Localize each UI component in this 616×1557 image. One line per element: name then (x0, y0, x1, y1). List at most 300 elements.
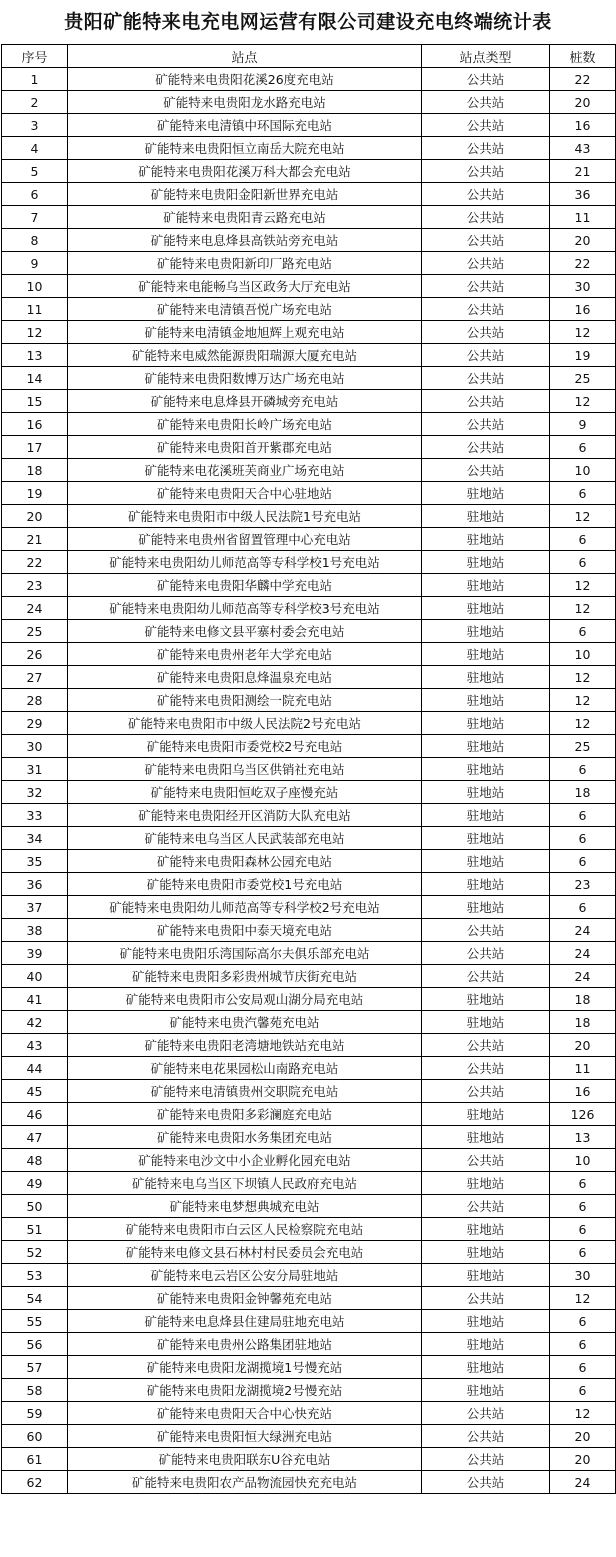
row-index: 15 (2, 390, 68, 413)
row-index: 25 (2, 620, 68, 643)
row-index: 13 (2, 344, 68, 367)
station-name: 矿能特来电贵州公路集团驻地站 (68, 1333, 422, 1356)
station-type: 公共站 (422, 1057, 550, 1080)
table-row (2, 160, 616, 183)
row-index: 32 (2, 781, 68, 804)
table-row (2, 620, 616, 643)
table-row (2, 206, 616, 229)
row-index: 6 (2, 183, 68, 206)
pile-count: 9 (550, 413, 616, 436)
pile-count: 12 (550, 1287, 616, 1310)
station-type: 驻地站 (422, 1126, 550, 1149)
table-row (2, 1080, 616, 1103)
row-index: 23 (2, 574, 68, 597)
station-name: 矿能特来电贵阳测绘一院充电站 (68, 689, 422, 712)
station-type: 驻地站 (422, 896, 550, 919)
table-row (2, 666, 616, 689)
station-name: 矿能特来电贵阳市白云区人民检察院充电站 (68, 1218, 422, 1241)
station-name: 矿能特来电清镇吾悦广场充电站 (68, 298, 422, 321)
pile-count: 25 (550, 367, 616, 390)
row-index: 39 (2, 942, 68, 965)
row-index: 4 (2, 137, 68, 160)
table-row (2, 413, 616, 436)
pile-count: 126 (550, 1103, 616, 1126)
station-type: 驻地站 (422, 1103, 550, 1126)
row-index: 51 (2, 1218, 68, 1241)
row-index: 30 (2, 735, 68, 758)
row-index: 26 (2, 643, 68, 666)
station-type: 公共站 (422, 275, 550, 298)
station-type: 公共站 (422, 390, 550, 413)
pile-count: 6 (550, 758, 616, 781)
station-name: 矿能特来电贵阳金阳新世界充电站 (68, 183, 422, 206)
station-name: 矿能特来电贵阳恒立南岳大院充电站 (68, 137, 422, 160)
station-name: 矿能特来电花果园松山南路充电站 (68, 1057, 422, 1080)
pile-count: 6 (550, 827, 616, 850)
row-index: 24 (2, 597, 68, 620)
table-row (2, 114, 616, 137)
station-type: 公共站 (422, 1425, 550, 1448)
pile-count: 6 (550, 1310, 616, 1333)
station-type: 驻地站 (422, 1172, 550, 1195)
station-type: 公共站 (422, 160, 550, 183)
station-name: 矿能特来电贵阳恒大绿洲充电站 (68, 1425, 422, 1448)
table-row (2, 1034, 616, 1057)
row-index: 33 (2, 804, 68, 827)
station-type: 公共站 (422, 229, 550, 252)
table-row (2, 390, 616, 413)
row-index: 52 (2, 1241, 68, 1264)
table-row (2, 252, 616, 275)
pile-count: 10 (550, 1149, 616, 1172)
station-type: 驻地站 (422, 1241, 550, 1264)
table-row (2, 735, 616, 758)
station-name: 矿能特来电沙文中小企业孵化园充电站 (68, 1149, 422, 1172)
row-index: 35 (2, 850, 68, 873)
table-row (2, 183, 616, 206)
row-index: 62 (2, 1471, 68, 1494)
station-type: 公共站 (422, 206, 550, 229)
row-index: 55 (2, 1310, 68, 1333)
table-row (2, 275, 616, 298)
table-row (2, 1448, 616, 1471)
row-index: 10 (2, 275, 68, 298)
station-type: 驻地站 (422, 827, 550, 850)
station-name: 矿能特来电贵阳花溪万科大都会充电站 (68, 160, 422, 183)
pile-count: 21 (550, 160, 616, 183)
row-index: 54 (2, 1287, 68, 1310)
table-row (2, 321, 616, 344)
pile-count: 11 (550, 1057, 616, 1080)
station-type: 驻地站 (422, 597, 550, 620)
pile-count: 12 (550, 390, 616, 413)
row-index: 19 (2, 482, 68, 505)
row-index: 21 (2, 528, 68, 551)
station-type: 驻地站 (422, 1310, 550, 1333)
station-type: 驻地站 (422, 482, 550, 505)
station-type: 驻地站 (422, 758, 550, 781)
pile-count: 12 (550, 597, 616, 620)
row-index: 20 (2, 505, 68, 528)
station-name: 矿能特来电贵阳经开区消防大队充电站 (68, 804, 422, 827)
station-name: 矿能特来电贵州省留置管理中心充电站 (68, 528, 422, 551)
station-type: 驻地站 (422, 1379, 550, 1402)
station-type: 驻地站 (422, 574, 550, 597)
station-type: 公共站 (422, 459, 550, 482)
pile-count: 6 (550, 1195, 616, 1218)
pile-count: 6 (550, 1172, 616, 1195)
table-row (2, 850, 616, 873)
row-index: 18 (2, 459, 68, 482)
row-index: 43 (2, 1034, 68, 1057)
row-index: 9 (2, 252, 68, 275)
row-index: 27 (2, 666, 68, 689)
station-name: 矿能特来电清镇中环国际充电站 (68, 114, 422, 137)
station-name: 矿能特来电贵阳中泰天境充电站 (68, 919, 422, 942)
station-name: 矿能特来电贵阳数博万达广场充电站 (68, 367, 422, 390)
pile-count: 10 (550, 459, 616, 482)
pile-count: 30 (550, 275, 616, 298)
station-type: 驻地站 (422, 781, 550, 804)
pile-count: 24 (550, 965, 616, 988)
pile-count: 6 (550, 482, 616, 505)
pile-count: 11 (550, 206, 616, 229)
pile-count: 12 (550, 1402, 616, 1425)
station-type: 驻地站 (422, 689, 550, 712)
pile-count: 18 (550, 781, 616, 804)
station-type: 公共站 (422, 344, 550, 367)
station-type: 公共站 (422, 321, 550, 344)
table-row (2, 1195, 616, 1218)
station-name: 矿能特来电贵阳市委党校1号充电站 (68, 873, 422, 896)
row-index: 16 (2, 413, 68, 436)
table-row (2, 574, 616, 597)
station-name: 矿能特来电花溪班芙商业广场充电站 (68, 459, 422, 482)
table-row (2, 804, 616, 827)
pile-count: 6 (550, 551, 616, 574)
row-index: 59 (2, 1402, 68, 1425)
station-name: 矿能特来电威然能源贵阳瑞源大厦充电站 (68, 344, 422, 367)
table-row (2, 1425, 616, 1448)
station-name: 矿能特来电贵阳森林公园充电站 (68, 850, 422, 873)
pile-count: 43 (550, 137, 616, 160)
pile-count: 23 (550, 873, 616, 896)
station-name: 矿能特来电梦想典城充电站 (68, 1195, 422, 1218)
station-name: 矿能特来电贵阳市公安局观山湖分局充电站 (68, 988, 422, 1011)
table-row (2, 896, 616, 919)
row-index: 47 (2, 1126, 68, 1149)
row-index: 8 (2, 229, 68, 252)
station-type: 公共站 (422, 1448, 550, 1471)
pile-count: 6 (550, 1241, 616, 1264)
row-index: 58 (2, 1379, 68, 1402)
station-type: 驻地站 (422, 620, 550, 643)
pile-count: 6 (550, 1379, 616, 1402)
row-index: 50 (2, 1195, 68, 1218)
row-index: 5 (2, 160, 68, 183)
table-row (2, 1149, 616, 1172)
table-row (2, 1402, 616, 1425)
station-name: 矿能特来电贵阳市中级人民法院1号充电站 (68, 505, 422, 528)
table-row (2, 1264, 616, 1287)
table-row (2, 1057, 616, 1080)
row-index: 1 (2, 68, 68, 91)
station-name: 矿能特来电贵阳乐湾国际高尔夫俱乐部充电站 (68, 942, 422, 965)
station-name: 矿能特来电息烽县住建局驻地充电站 (68, 1310, 422, 1333)
station-type: 公共站 (422, 919, 550, 942)
station-type: 公共站 (422, 965, 550, 988)
header-station-type: 站点类型 (422, 45, 550, 68)
row-index: 14 (2, 367, 68, 390)
row-index: 46 (2, 1103, 68, 1126)
table-row (2, 1011, 616, 1034)
stations-table (1, 44, 616, 1494)
table-row (2, 942, 616, 965)
row-index: 17 (2, 436, 68, 459)
pile-count: 20 (550, 1448, 616, 1471)
pile-count: 6 (550, 436, 616, 459)
station-name: 矿能特来电乌当区人民武装部充电站 (68, 827, 422, 850)
station-type: 驻地站 (422, 1011, 550, 1034)
row-index: 60 (2, 1425, 68, 1448)
station-name: 矿能特来电贵阳市中级人民法院2号充电站 (68, 712, 422, 735)
header-pile-count: 桩数 (550, 45, 616, 68)
pile-count: 20 (550, 1425, 616, 1448)
table-row (2, 528, 616, 551)
pile-count: 12 (550, 505, 616, 528)
station-name: 矿能特来电贵阳天合中心快充站 (68, 1402, 422, 1425)
station-type: 驻地站 (422, 988, 550, 1011)
station-type: 公共站 (422, 137, 550, 160)
pile-count: 36 (550, 183, 616, 206)
table-row (2, 689, 616, 712)
pile-count: 24 (550, 1471, 616, 1494)
station-name: 矿能特来电清镇贵州交职院充电站 (68, 1080, 422, 1103)
station-name: 矿能特来电清镇金地旭辉上观充电站 (68, 321, 422, 344)
pile-count: 6 (550, 850, 616, 873)
table-row (2, 758, 616, 781)
table-row (2, 344, 616, 367)
row-index: 7 (2, 206, 68, 229)
row-index: 22 (2, 551, 68, 574)
table-row (2, 1218, 616, 1241)
pile-count: 6 (550, 1218, 616, 1241)
station-name: 矿能特来电贵阳天合中心驻地站 (68, 482, 422, 505)
row-index: 29 (2, 712, 68, 735)
pile-count: 6 (550, 804, 616, 827)
station-type: 公共站 (422, 183, 550, 206)
pile-count: 16 (550, 1080, 616, 1103)
station-type: 驻地站 (422, 1356, 550, 1379)
station-name: 矿能特来电贵阳龙水路充电站 (68, 91, 422, 114)
row-index: 44 (2, 1057, 68, 1080)
table-row (2, 712, 616, 735)
station-type: 驻地站 (422, 712, 550, 735)
station-name: 矿能特来电贵阳花溪26度充电站 (68, 68, 422, 91)
station-type: 公共站 (422, 1080, 550, 1103)
pile-count: 6 (550, 896, 616, 919)
station-type: 公共站 (422, 1471, 550, 1494)
station-type: 驻地站 (422, 735, 550, 758)
row-index: 45 (2, 1080, 68, 1103)
station-type: 驻地站 (422, 505, 550, 528)
station-name: 矿能特来电贵阳联东U谷充电站 (68, 1448, 422, 1471)
station-name: 矿能特来电乌当区下坝镇人民政府充电站 (68, 1172, 422, 1195)
pile-count: 6 (550, 1356, 616, 1379)
table-row (2, 827, 616, 850)
station-name: 矿能特来电贵阳青云路充电站 (68, 206, 422, 229)
pile-count: 24 (550, 942, 616, 965)
table-row (2, 1241, 616, 1264)
station-name: 矿能特来电贵阳乌当区供销社充电站 (68, 758, 422, 781)
station-name: 矿能特来电修文县石林村村民委员会充电站 (68, 1241, 422, 1264)
pile-count: 22 (550, 68, 616, 91)
station-type: 驻地站 (422, 850, 550, 873)
pile-count: 30 (550, 1264, 616, 1287)
pile-count: 6 (550, 620, 616, 643)
station-name: 矿能特来电贵汽馨苑充电站 (68, 1011, 422, 1034)
station-type: 驻地站 (422, 643, 550, 666)
station-name: 矿能特来电贵阳新印厂路充电站 (68, 252, 422, 275)
table-row (2, 965, 616, 988)
station-type: 公共站 (422, 1195, 550, 1218)
row-index: 37 (2, 896, 68, 919)
table-row (2, 137, 616, 160)
table-row (2, 1287, 616, 1310)
table-row (2, 1333, 616, 1356)
station-name: 矿能特来电贵阳市委党校2号充电站 (68, 735, 422, 758)
pile-count: 19 (550, 344, 616, 367)
row-index: 41 (2, 988, 68, 1011)
station-type: 公共站 (422, 1287, 550, 1310)
row-index: 40 (2, 965, 68, 988)
station-type: 公共站 (422, 68, 550, 91)
table-row (2, 505, 616, 528)
pile-count: 6 (550, 528, 616, 551)
header-index: 序号 (2, 45, 68, 68)
table-row (2, 436, 616, 459)
station-name: 矿能特来电贵阳幼儿师范高等专科学校3号充电站 (68, 597, 422, 620)
table-row (2, 1172, 616, 1195)
table-row (2, 459, 616, 482)
pile-count: 25 (550, 735, 616, 758)
pile-count: 16 (550, 114, 616, 137)
station-name: 矿能特来电贵阳龙湖揽境1号慢充站 (68, 1356, 422, 1379)
pile-count: 18 (550, 1011, 616, 1034)
station-name: 矿能特来电云岩区公安分局驻地站 (68, 1264, 422, 1287)
table-row (2, 68, 616, 91)
row-index: 28 (2, 689, 68, 712)
pile-count: 12 (550, 574, 616, 597)
pile-count: 16 (550, 298, 616, 321)
pile-count: 12 (550, 666, 616, 689)
row-index: 61 (2, 1448, 68, 1471)
station-type: 公共站 (422, 252, 550, 275)
station-type: 公共站 (422, 942, 550, 965)
table-row (2, 1103, 616, 1126)
station-name: 矿能特来电修文县平寨村委会充电站 (68, 620, 422, 643)
pile-count: 18 (550, 988, 616, 1011)
table-row (2, 1310, 616, 1333)
station-name: 矿能特来电息烽县开磷城旁充电站 (68, 390, 422, 413)
station-type: 驻地站 (422, 1264, 550, 1287)
pile-count: 6 (550, 1333, 616, 1356)
station-type: 驻地站 (422, 804, 550, 827)
pile-count: 20 (550, 1034, 616, 1057)
station-type: 公共站 (422, 298, 550, 321)
pile-count: 13 (550, 1126, 616, 1149)
pile-count: 12 (550, 712, 616, 735)
row-index: 48 (2, 1149, 68, 1172)
pile-count: 22 (550, 252, 616, 275)
station-type: 驻地站 (422, 1218, 550, 1241)
pile-count: 20 (550, 229, 616, 252)
station-type: 公共站 (422, 114, 550, 137)
row-index: 2 (2, 91, 68, 114)
pile-count: 12 (550, 321, 616, 344)
table-row (2, 229, 616, 252)
station-type: 公共站 (422, 1034, 550, 1057)
station-name: 矿能特来电贵阳幼儿师范高等专科学校2号充电站 (68, 896, 422, 919)
station-type: 驻地站 (422, 551, 550, 574)
row-index: 31 (2, 758, 68, 781)
table-row (2, 298, 616, 321)
station-type: 驻地站 (422, 873, 550, 896)
row-index: 11 (2, 298, 68, 321)
table-body (2, 68, 616, 1494)
station-name: 矿能特来电贵阳多彩贵州城节庆街充电站 (68, 965, 422, 988)
row-index: 34 (2, 827, 68, 850)
station-type: 公共站 (422, 436, 550, 459)
station-name: 矿能特来电能畅乌当区政务大厅充电站 (68, 275, 422, 298)
station-type: 驻地站 (422, 528, 550, 551)
table-row (2, 1356, 616, 1379)
table-row (2, 551, 616, 574)
station-type: 驻地站 (422, 1333, 550, 1356)
table-row (2, 873, 616, 896)
document-title: 贵阳矿能特来电充电网运营有限公司建设充电终端统计表 (64, 11, 552, 33)
table-row (2, 643, 616, 666)
pile-count: 12 (550, 689, 616, 712)
row-index: 53 (2, 1264, 68, 1287)
row-index: 49 (2, 1172, 68, 1195)
row-index: 3 (2, 114, 68, 137)
station-type: 公共站 (422, 1402, 550, 1425)
station-name: 矿能特来电贵阳幼儿师范高等专科学校1号充电站 (68, 551, 422, 574)
pile-count: 10 (550, 643, 616, 666)
row-index: 42 (2, 1011, 68, 1034)
table-row (2, 1126, 616, 1149)
pile-count: 24 (550, 919, 616, 942)
station-name: 矿能特来电贵阳恒屹双子座慢充站 (68, 781, 422, 804)
row-index: 57 (2, 1356, 68, 1379)
table-row (2, 988, 616, 1011)
table-row (2, 919, 616, 942)
station-name: 矿能特来电贵阳华麟中学充电站 (68, 574, 422, 597)
station-name: 矿能特来电贵阳老湾塘地铁站充电站 (68, 1034, 422, 1057)
station-name: 矿能特来电息烽县高铁站旁充电站 (68, 229, 422, 252)
station-name: 矿能特来电贵阳息烽温泉充电站 (68, 666, 422, 689)
table-row (2, 781, 616, 804)
header-station: 站点 (68, 45, 422, 68)
station-name: 矿能特来电贵阳长岭广场充电站 (68, 413, 422, 436)
table-row (2, 367, 616, 390)
station-name: 矿能特来电贵阳多彩澜庭充电站 (68, 1103, 422, 1126)
station-name: 矿能特来电贵阳金钟馨苑充电站 (68, 1287, 422, 1310)
pile-count: 20 (550, 91, 616, 114)
table-row (2, 1471, 616, 1494)
station-type: 驻地站 (422, 666, 550, 689)
